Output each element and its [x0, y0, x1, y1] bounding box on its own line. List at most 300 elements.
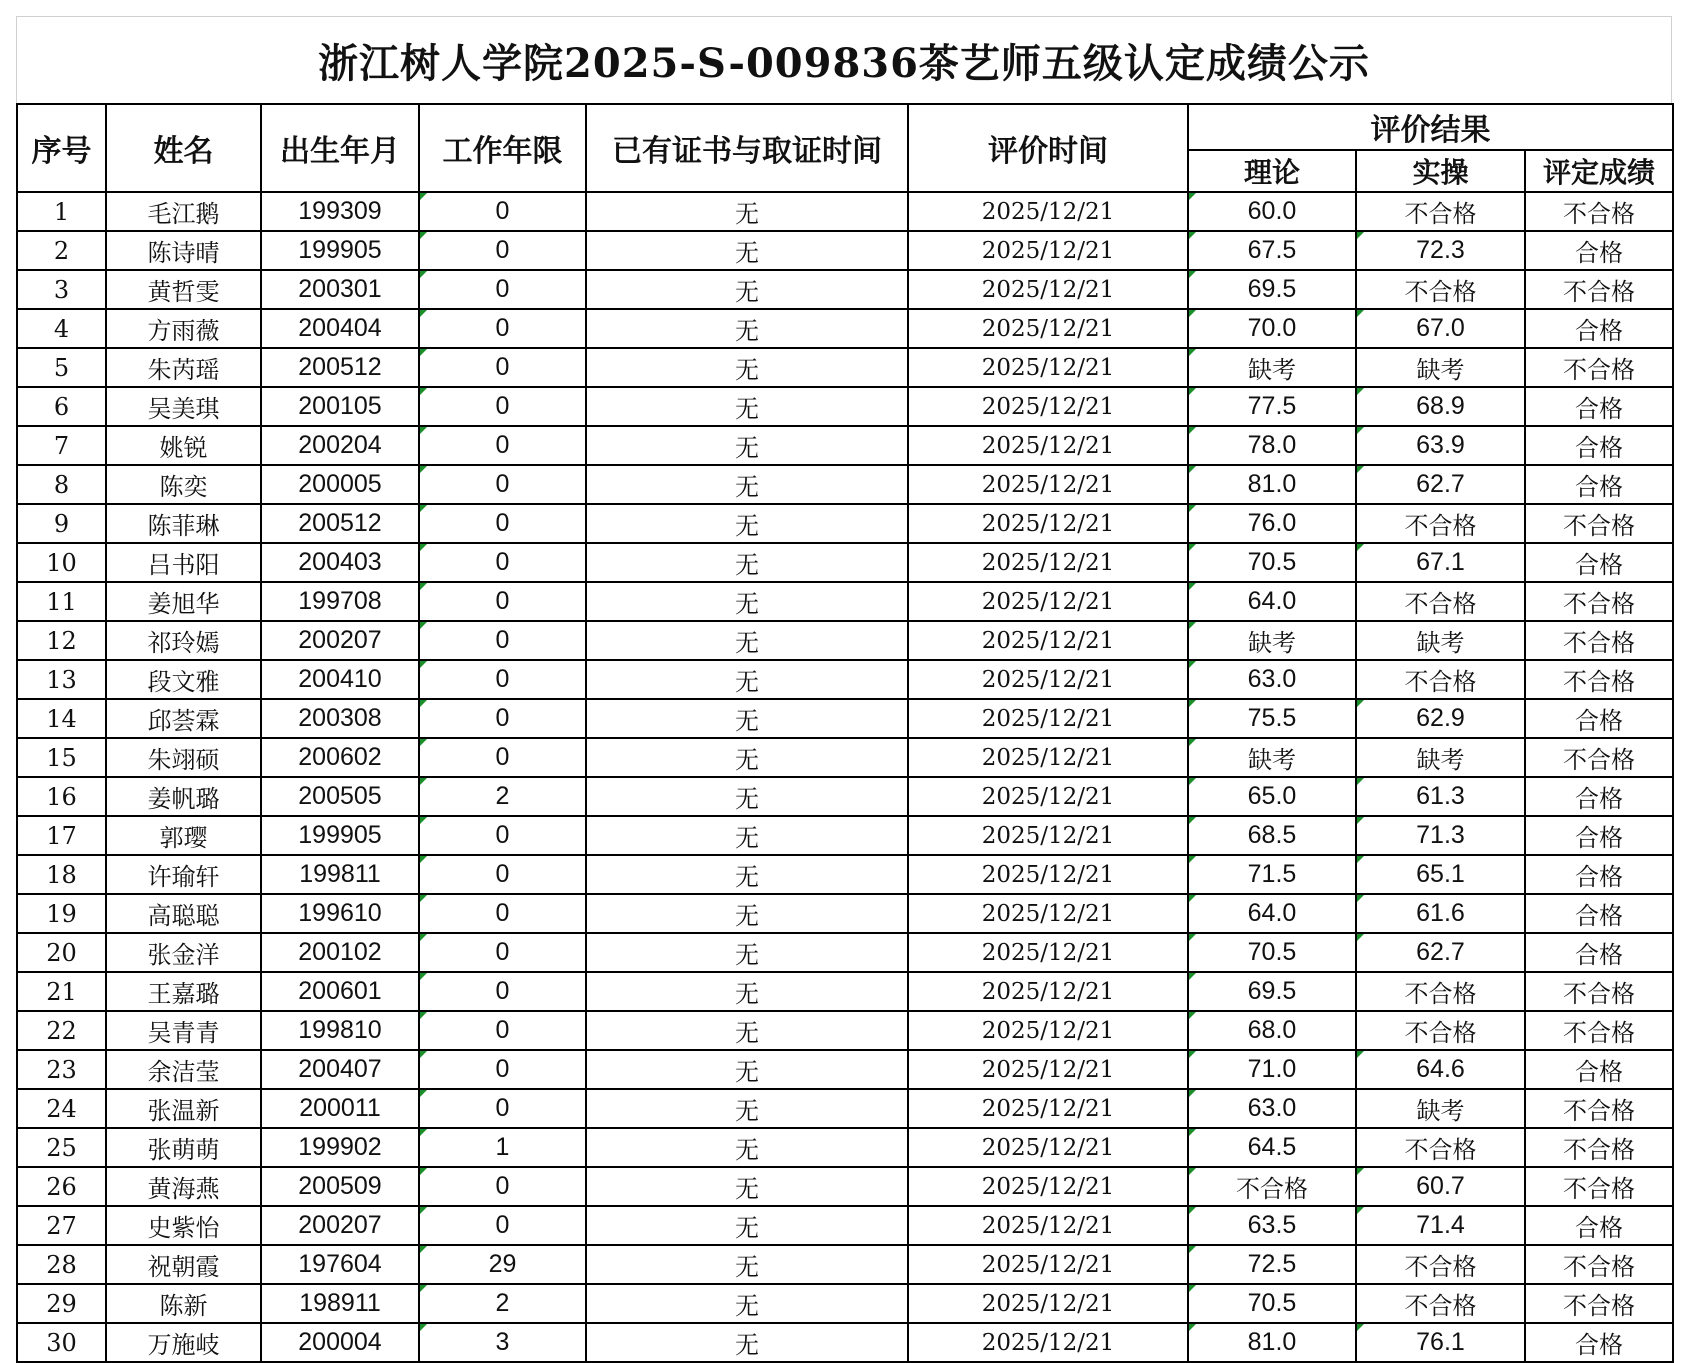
cell-final[interactable]: 合格 — [1525, 309, 1673, 348]
cell-cert[interactable]: 无 — [586, 972, 908, 1011]
cell-cert[interactable]: 无 — [586, 933, 908, 972]
cell-final[interactable]: 不合格 — [1525, 738, 1673, 777]
cell-eval-time[interactable]: 2025/12/21 — [908, 933, 1188, 972]
cell-name[interactable]: 黄哲雯 — [106, 270, 261, 309]
cell-work-years[interactable]: 1 — [419, 1128, 586, 1167]
cell-theory[interactable]: 65.0 — [1188, 777, 1356, 816]
header-practice[interactable]: 实操 — [1356, 150, 1525, 192]
cell-eval-time[interactable]: 2025/12/21 — [908, 816, 1188, 855]
cell-cert[interactable]: 无 — [586, 465, 908, 504]
cell-final[interactable]: 不合格 — [1525, 1089, 1673, 1128]
cell-final[interactable]: 不合格 — [1525, 1128, 1673, 1167]
cell-cert[interactable]: 无 — [586, 660, 908, 699]
cell-name[interactable]: 许瑜轩 — [106, 855, 261, 894]
cell-final[interactable]: 不合格 — [1525, 582, 1673, 621]
table-row — [17, 192, 1673, 231]
cell-cert[interactable]: 无 — [586, 1050, 908, 1089]
cell-theory[interactable]: 71.5 — [1188, 855, 1356, 894]
cell-practice[interactable]: 不合格 — [1356, 192, 1525, 231]
table-body — [17, 192, 1673, 1362]
cell-final[interactable]: 不合格 — [1525, 504, 1673, 543]
table-row — [17, 699, 1673, 738]
cell-theory[interactable]: 63.0 — [1188, 660, 1356, 699]
cell-cert[interactable]: 无 — [586, 582, 908, 621]
cell-final[interactable]: 合格 — [1525, 933, 1673, 972]
cell-seq[interactable]: 18 — [17, 855, 106, 894]
cell-name[interactable]: 吴美琪 — [106, 387, 261, 426]
table-row — [17, 855, 1673, 894]
cell-eval-time[interactable]: 2025/12/21 — [908, 192, 1188, 231]
cell-name[interactable]: 余洁莹 — [106, 1050, 261, 1089]
cell-cert[interactable]: 无 — [586, 1089, 908, 1128]
table-row — [17, 1323, 1673, 1362]
cell-cert[interactable]: 无 — [586, 738, 908, 777]
table-row — [17, 1167, 1673, 1206]
cell-final[interactable]: 合格 — [1525, 387, 1673, 426]
cell-cert[interactable]: 无 — [586, 1167, 908, 1206]
cell-theory[interactable]: 64.5 — [1188, 1128, 1356, 1167]
cell-cert[interactable]: 无 — [586, 855, 908, 894]
cell-birth[interactable]: 200105 — [261, 387, 419, 426]
header-final[interactable]: 评定成绩 — [1525, 150, 1673, 192]
cell-practice[interactable]: 缺考 — [1356, 738, 1525, 777]
cell-eval-time[interactable]: 2025/12/21 — [908, 309, 1188, 348]
header-eval-time[interactable]: 评价时间 — [908, 104, 1188, 192]
cell-work-years[interactable]: 0 — [419, 426, 586, 465]
cell-birth[interactable]: 199905 — [261, 816, 419, 855]
cell-seq[interactable]: 28 — [17, 1245, 106, 1284]
cell-name[interactable]: 祝朝霞 — [106, 1245, 261, 1284]
cell-eval-time[interactable]: 2025/12/21 — [908, 1167, 1188, 1206]
table-row — [17, 894, 1673, 933]
cell-birth[interactable]: 200407 — [261, 1050, 419, 1089]
cell-seq[interactable]: 19 — [17, 894, 106, 933]
cell-work-years[interactable]: 0 — [419, 504, 586, 543]
cell-birth[interactable]: 200505 — [261, 777, 419, 816]
cell-practice[interactable]: 不合格 — [1356, 1245, 1525, 1284]
cell-eval-time[interactable]: 2025/12/21 — [908, 1089, 1188, 1128]
cell-work-years[interactable]: 0 — [419, 348, 586, 387]
cell-work-years[interactable]: 0 — [419, 1011, 586, 1050]
cell-seq[interactable]: 4 — [17, 309, 106, 348]
cell-final[interactable]: 合格 — [1525, 894, 1673, 933]
cell-seq[interactable]: 21 — [17, 972, 106, 1011]
cell-name[interactable]: 陈诗晴 — [106, 231, 261, 270]
cell-birth[interactable]: 197604 — [261, 1245, 419, 1284]
cell-birth[interactable]: 200004 — [261, 1323, 419, 1362]
cell-practice[interactable]: 63.9 — [1356, 426, 1525, 465]
cell-cert[interactable]: 无 — [586, 270, 908, 309]
cell-eval-time[interactable]: 2025/12/21 — [908, 231, 1188, 270]
cell-practice[interactable]: 67.1 — [1356, 543, 1525, 582]
cell-seq[interactable]: 8 — [17, 465, 106, 504]
cell-work-years[interactable]: 0 — [419, 933, 586, 972]
cell-eval-time[interactable]: 2025/12/21 — [908, 972, 1188, 1011]
cell-practice[interactable]: 不合格 — [1356, 972, 1525, 1011]
cell-theory[interactable]: 70.5 — [1188, 1284, 1356, 1323]
cell-eval-time[interactable]: 2025/12/21 — [908, 738, 1188, 777]
cell-cert[interactable]: 无 — [586, 699, 908, 738]
cell-cert[interactable]: 无 — [586, 816, 908, 855]
cell-final[interactable]: 合格 — [1525, 1050, 1673, 1089]
cell-practice[interactable]: 缺考 — [1356, 348, 1525, 387]
cell-name[interactable]: 张金洋 — [106, 933, 261, 972]
cell-cert[interactable]: 无 — [586, 192, 908, 231]
cell-practice[interactable]: 62.7 — [1356, 933, 1525, 972]
cell-practice[interactable]: 68.9 — [1356, 387, 1525, 426]
cell-birth[interactable]: 200204 — [261, 426, 419, 465]
cell-theory[interactable]: 71.0 — [1188, 1050, 1356, 1089]
cell-theory[interactable]: 76.0 — [1188, 504, 1356, 543]
cell-seq[interactable]: 12 — [17, 621, 106, 660]
cell-birth[interactable]: 200410 — [261, 660, 419, 699]
cell-birth[interactable]: 200512 — [261, 348, 419, 387]
cell-name[interactable]: 史紫怡 — [106, 1206, 261, 1245]
cell-cert[interactable]: 无 — [586, 1206, 908, 1245]
cell-seq[interactable]: 23 — [17, 1050, 106, 1089]
cell-name[interactable]: 邱荟霖 — [106, 699, 261, 738]
cell-theory[interactable]: 63.5 — [1188, 1206, 1356, 1245]
cell-theory[interactable]: 缺考 — [1188, 738, 1356, 777]
cell-birth[interactable]: 200301 — [261, 270, 419, 309]
cell-eval-time[interactable]: 2025/12/21 — [908, 1128, 1188, 1167]
cell-practice[interactable]: 不合格 — [1356, 660, 1525, 699]
cell-cert[interactable]: 无 — [586, 894, 908, 933]
cell-name[interactable]: 朱翊硕 — [106, 738, 261, 777]
cell-practice[interactable]: 64.6 — [1356, 1050, 1525, 1089]
cell-birth[interactable]: 200011 — [261, 1089, 419, 1128]
cell-eval-time[interactable]: 2025/12/21 — [908, 270, 1188, 309]
header-seq[interactable]: 序号 — [17, 104, 106, 192]
cell-final[interactable]: 不合格 — [1525, 1284, 1673, 1323]
cell-seq[interactable]: 17 — [17, 816, 106, 855]
cell-work-years[interactable]: 0 — [419, 192, 586, 231]
cell-final[interactable]: 不合格 — [1525, 1167, 1673, 1206]
cell-birth[interactable]: 199810 — [261, 1011, 419, 1050]
cell-work-years[interactable]: 0 — [419, 816, 586, 855]
header-theory[interactable]: 理论 — [1188, 150, 1356, 192]
cell-seq[interactable]: 26 — [17, 1167, 106, 1206]
cell-work-years[interactable]: 0 — [419, 621, 586, 660]
cell-practice[interactable]: 76.1 — [1356, 1323, 1525, 1362]
cell-name[interactable]: 陈新 — [106, 1284, 261, 1323]
cell-name[interactable]: 张温新 — [106, 1089, 261, 1128]
cell-eval-time[interactable]: 2025/12/21 — [908, 1206, 1188, 1245]
cell-practice[interactable]: 缺考 — [1356, 621, 1525, 660]
header-work-years[interactable]: 工作年限 — [419, 104, 586, 192]
cell-practice[interactable]: 61.6 — [1356, 894, 1525, 933]
cell-birth[interactable]: 199902 — [261, 1128, 419, 1167]
cell-seq[interactable]: 5 — [17, 348, 106, 387]
cell-final[interactable]: 不合格 — [1525, 1011, 1673, 1050]
cell-seq[interactable]: 1 — [17, 192, 106, 231]
table-row — [17, 738, 1673, 777]
cell-cert[interactable]: 无 — [586, 426, 908, 465]
cell-theory[interactable]: 78.0 — [1188, 426, 1356, 465]
cell-seq[interactable]: 24 — [17, 1089, 106, 1128]
cell-final[interactable]: 不合格 — [1525, 660, 1673, 699]
cell-birth[interactable]: 200602 — [261, 738, 419, 777]
cell-cert[interactable]: 无 — [586, 387, 908, 426]
cell-birth[interactable]: 200512 — [261, 504, 419, 543]
cell-eval-time[interactable]: 2025/12/21 — [908, 387, 1188, 426]
cell-birth[interactable]: 199811 — [261, 855, 419, 894]
cell-cert[interactable]: 无 — [586, 1011, 908, 1050]
cell-theory[interactable]: 69.5 — [1188, 972, 1356, 1011]
cell-seq[interactable]: 27 — [17, 1206, 106, 1245]
cell-name[interactable]: 朱芮瑶 — [106, 348, 261, 387]
cell-theory[interactable]: 81.0 — [1188, 1323, 1356, 1362]
cell-birth[interactable]: 198911 — [261, 1284, 419, 1323]
table-row — [17, 1128, 1673, 1167]
cell-name[interactable]: 吕书阳 — [106, 543, 261, 582]
cell-final[interactable]: 合格 — [1525, 816, 1673, 855]
cell-name[interactable]: 张萌萌 — [106, 1128, 261, 1167]
cell-cert[interactable]: 无 — [586, 504, 908, 543]
cell-final[interactable]: 不合格 — [1525, 270, 1673, 309]
cell-birth[interactable]: 200308 — [261, 699, 419, 738]
cell-work-years[interactable]: 0 — [419, 738, 586, 777]
cell-work-years[interactable]: 29 — [419, 1245, 586, 1284]
cell-eval-time[interactable]: 2025/12/21 — [908, 1050, 1188, 1089]
cell-theory[interactable]: 68.5 — [1188, 816, 1356, 855]
cell-eval-time[interactable]: 2025/12/21 — [908, 426, 1188, 465]
cell-practice[interactable]: 不合格 — [1356, 1284, 1525, 1323]
cell-theory[interactable]: 67.5 — [1188, 231, 1356, 270]
cell-work-years[interactable]: 0 — [419, 1206, 586, 1245]
cell-seq[interactable]: 11 — [17, 582, 106, 621]
cell-practice[interactable]: 67.0 — [1356, 309, 1525, 348]
cell-name[interactable]: 祁玲嫣 — [106, 621, 261, 660]
cell-seq[interactable]: 10 — [17, 543, 106, 582]
cell-eval-time[interactable]: 2025/12/21 — [908, 660, 1188, 699]
cell-final[interactable]: 合格 — [1525, 777, 1673, 816]
cell-name[interactable]: 段文雅 — [106, 660, 261, 699]
cell-birth[interactable]: 200207 — [261, 1206, 419, 1245]
cell-work-years[interactable]: 0 — [419, 309, 586, 348]
cell-name[interactable]: 王嘉璐 — [106, 972, 261, 1011]
cell-birth[interactable]: 200509 — [261, 1167, 419, 1206]
cell-practice[interactable]: 不合格 — [1356, 582, 1525, 621]
cell-theory[interactable]: 70.5 — [1188, 543, 1356, 582]
cell-work-years[interactable]: 0 — [419, 972, 586, 1011]
sheet-title[interactable]: 浙江树人学院2025-S-009836茶艺师五级认定成绩公示 — [16, 16, 1672, 103]
cell-birth[interactable]: 199905 — [261, 231, 419, 270]
cell-name[interactable]: 郭璎 — [106, 816, 261, 855]
table-row — [17, 426, 1673, 465]
cell-name[interactable]: 陈奕 — [106, 465, 261, 504]
cell-seq[interactable]: 25 — [17, 1128, 106, 1167]
cell-birth[interactable]: 200207 — [261, 621, 419, 660]
cell-seq[interactable]: 14 — [17, 699, 106, 738]
cell-name[interactable]: 万施岐 — [106, 1323, 261, 1362]
cell-cert[interactable]: 无 — [586, 348, 908, 387]
cell-name[interactable]: 姜帆璐 — [106, 777, 261, 816]
cell-name[interactable]: 方雨薇 — [106, 309, 261, 348]
cell-practice[interactable]: 71.4 — [1356, 1206, 1525, 1245]
cell-eval-time[interactable]: 2025/12/21 — [908, 621, 1188, 660]
cell-seq[interactable]: 9 — [17, 504, 106, 543]
cell-birth[interactable]: 200005 — [261, 465, 419, 504]
cell-birth[interactable]: 199610 — [261, 894, 419, 933]
cell-final[interactable]: 合格 — [1525, 231, 1673, 270]
cell-work-years[interactable]: 0 — [419, 231, 586, 270]
cell-practice[interactable]: 65.1 — [1356, 855, 1525, 894]
cell-work-years[interactable]: 0 — [419, 1167, 586, 1206]
header-name[interactable]: 姓名 — [106, 104, 261, 192]
cell-practice[interactable]: 62.9 — [1356, 699, 1525, 738]
cell-work-years[interactable]: 0 — [419, 543, 586, 582]
cell-name[interactable]: 吴青青 — [106, 1011, 261, 1050]
table-row — [17, 621, 1673, 660]
cell-name[interactable]: 陈菲琳 — [106, 504, 261, 543]
cell-theory[interactable]: 68.0 — [1188, 1011, 1356, 1050]
cell-seq[interactable]: 29 — [17, 1284, 106, 1323]
cell-eval-time[interactable]: 2025/12/21 — [908, 348, 1188, 387]
cell-seq[interactable]: 6 — [17, 387, 106, 426]
cell-seq[interactable]: 20 — [17, 933, 106, 972]
cell-practice[interactable]: 不合格 — [1356, 1128, 1525, 1167]
table-row — [17, 348, 1673, 387]
cell-work-years[interactable]: 3 — [419, 1323, 586, 1362]
table-row — [17, 777, 1673, 816]
cell-seq[interactable]: 2 — [17, 231, 106, 270]
cell-cert[interactable]: 无 — [586, 309, 908, 348]
table-row — [17, 1245, 1673, 1284]
cell-seq[interactable]: 15 — [17, 738, 106, 777]
cell-eval-time[interactable]: 2025/12/21 — [908, 699, 1188, 738]
cell-theory[interactable]: 64.0 — [1188, 582, 1356, 621]
cell-seq[interactable]: 16 — [17, 777, 106, 816]
cell-eval-time[interactable]: 2025/12/21 — [908, 582, 1188, 621]
table-row — [17, 270, 1673, 309]
cell-birth[interactable]: 200102 — [261, 933, 419, 972]
table-row — [17, 309, 1673, 348]
cell-practice[interactable]: 缺考 — [1356, 1089, 1525, 1128]
header-result-group[interactable]: 评价结果 — [1188, 104, 1673, 150]
cell-theory[interactable]: 64.0 — [1188, 894, 1356, 933]
cell-final[interactable]: 合格 — [1525, 543, 1673, 582]
cell-eval-time[interactable]: 2025/12/21 — [908, 894, 1188, 933]
header-cert[interactable]: 已有证书与取证时间 — [586, 104, 908, 192]
cell-birth[interactable]: 199309 — [261, 192, 419, 231]
cell-birth[interactable]: 200403 — [261, 543, 419, 582]
cell-final[interactable]: 不合格 — [1525, 972, 1673, 1011]
cell-cert[interactable]: 无 — [586, 777, 908, 816]
cell-final[interactable]: 不合格 — [1525, 192, 1673, 231]
cell-practice[interactable]: 不合格 — [1356, 504, 1525, 543]
cell-cert[interactable]: 无 — [586, 543, 908, 582]
cell-final[interactable]: 合格 — [1525, 426, 1673, 465]
cell-work-years[interactable]: 0 — [419, 660, 586, 699]
cell-birth[interactable]: 200601 — [261, 972, 419, 1011]
cell-theory[interactable]: 69.5 — [1188, 270, 1356, 309]
cell-work-years[interactable]: 0 — [419, 465, 586, 504]
cell-theory[interactable]: 77.5 — [1188, 387, 1356, 426]
cell-work-years[interactable]: 2 — [419, 1284, 586, 1323]
cell-theory[interactable]: 不合格 — [1188, 1167, 1356, 1206]
cell-eval-time[interactable]: 2025/12/21 — [908, 1323, 1188, 1362]
cell-eval-time[interactable]: 2025/12/21 — [908, 543, 1188, 582]
cell-theory[interactable]: 70.5 — [1188, 933, 1356, 972]
header-birth[interactable]: 出生年月 — [261, 104, 419, 192]
cell-work-years[interactable]: 0 — [419, 582, 586, 621]
cell-work-years[interactable]: 0 — [419, 387, 586, 426]
cell-final[interactable]: 不合格 — [1525, 348, 1673, 387]
cell-final[interactable]: 合格 — [1525, 1323, 1673, 1362]
cell-work-years[interactable]: 0 — [419, 1050, 586, 1089]
cell-name[interactable]: 高聪聪 — [106, 894, 261, 933]
cell-theory[interactable]: 75.5 — [1188, 699, 1356, 738]
cell-practice[interactable]: 不合格 — [1356, 270, 1525, 309]
cell-cert[interactable]: 无 — [586, 621, 908, 660]
cell-work-years[interactable]: 2 — [419, 777, 586, 816]
cell-name[interactable]: 毛江鹅 — [106, 192, 261, 231]
cell-work-years[interactable]: 0 — [419, 894, 586, 933]
cell-practice[interactable]: 60.7 — [1356, 1167, 1525, 1206]
table-row — [17, 1206, 1673, 1245]
cell-eval-time[interactable]: 2025/12/21 — [908, 1284, 1188, 1323]
cell-name[interactable]: 姜旭华 — [106, 582, 261, 621]
cell-birth[interactable]: 200404 — [261, 309, 419, 348]
cell-eval-time[interactable]: 2025/12/21 — [908, 1011, 1188, 1050]
cell-eval-time[interactable]: 2025/12/21 — [908, 855, 1188, 894]
cell-final[interactable]: 合格 — [1525, 465, 1673, 504]
cell-work-years[interactable]: 0 — [419, 270, 586, 309]
cell-theory[interactable]: 72.5 — [1188, 1245, 1356, 1284]
cell-practice[interactable]: 71.3 — [1356, 816, 1525, 855]
cell-seq[interactable]: 7 — [17, 426, 106, 465]
cell-practice[interactable]: 72.3 — [1356, 231, 1525, 270]
cell-theory[interactable]: 70.0 — [1188, 309, 1356, 348]
cell-theory[interactable]: 81.0 — [1188, 465, 1356, 504]
cell-final[interactable]: 合格 — [1525, 1206, 1673, 1245]
cell-theory[interactable]: 63.0 — [1188, 1089, 1356, 1128]
cell-cert[interactable]: 无 — [586, 1128, 908, 1167]
cell-eval-time[interactable]: 2025/12/21 — [908, 777, 1188, 816]
cell-work-years[interactable]: 0 — [419, 855, 586, 894]
cell-cert[interactable]: 无 — [586, 1245, 908, 1284]
cell-work-years[interactable]: 0 — [419, 699, 586, 738]
table-row — [17, 1284, 1673, 1323]
cell-practice[interactable]: 61.3 — [1356, 777, 1525, 816]
cell-cert[interactable]: 无 — [586, 1323, 908, 1362]
cell-theory[interactable]: 缺考 — [1188, 348, 1356, 387]
cell-practice[interactable]: 不合格 — [1356, 1011, 1525, 1050]
cell-work-years[interactable]: 0 — [419, 1089, 586, 1128]
cell-name[interactable]: 姚锐 — [106, 426, 261, 465]
cell-birth[interactable]: 199708 — [261, 582, 419, 621]
cell-seq[interactable]: 3 — [17, 270, 106, 309]
cell-final[interactable]: 合格 — [1525, 855, 1673, 894]
cell-practice[interactable]: 62.7 — [1356, 465, 1525, 504]
cell-cert[interactable]: 无 — [586, 1284, 908, 1323]
cell-name[interactable]: 黄海燕 — [106, 1167, 261, 1206]
cell-final[interactable]: 合格 — [1525, 699, 1673, 738]
cell-eval-time[interactable]: 2025/12/21 — [908, 1245, 1188, 1284]
cell-seq[interactable]: 13 — [17, 660, 106, 699]
cell-final[interactable]: 不合格 — [1525, 1245, 1673, 1284]
cell-final[interactable]: 不合格 — [1525, 621, 1673, 660]
cell-eval-time[interactable]: 2025/12/21 — [908, 465, 1188, 504]
cell-theory[interactable]: 缺考 — [1188, 621, 1356, 660]
cell-theory[interactable]: 60.0 — [1188, 192, 1356, 231]
cell-eval-time[interactable]: 2025/12/21 — [908, 504, 1188, 543]
cell-cert[interactable]: 无 — [586, 231, 908, 270]
table-row — [17, 972, 1673, 1011]
cell-seq[interactable]: 30 — [17, 1323, 106, 1362]
cell-seq[interactable]: 22 — [17, 1011, 106, 1050]
